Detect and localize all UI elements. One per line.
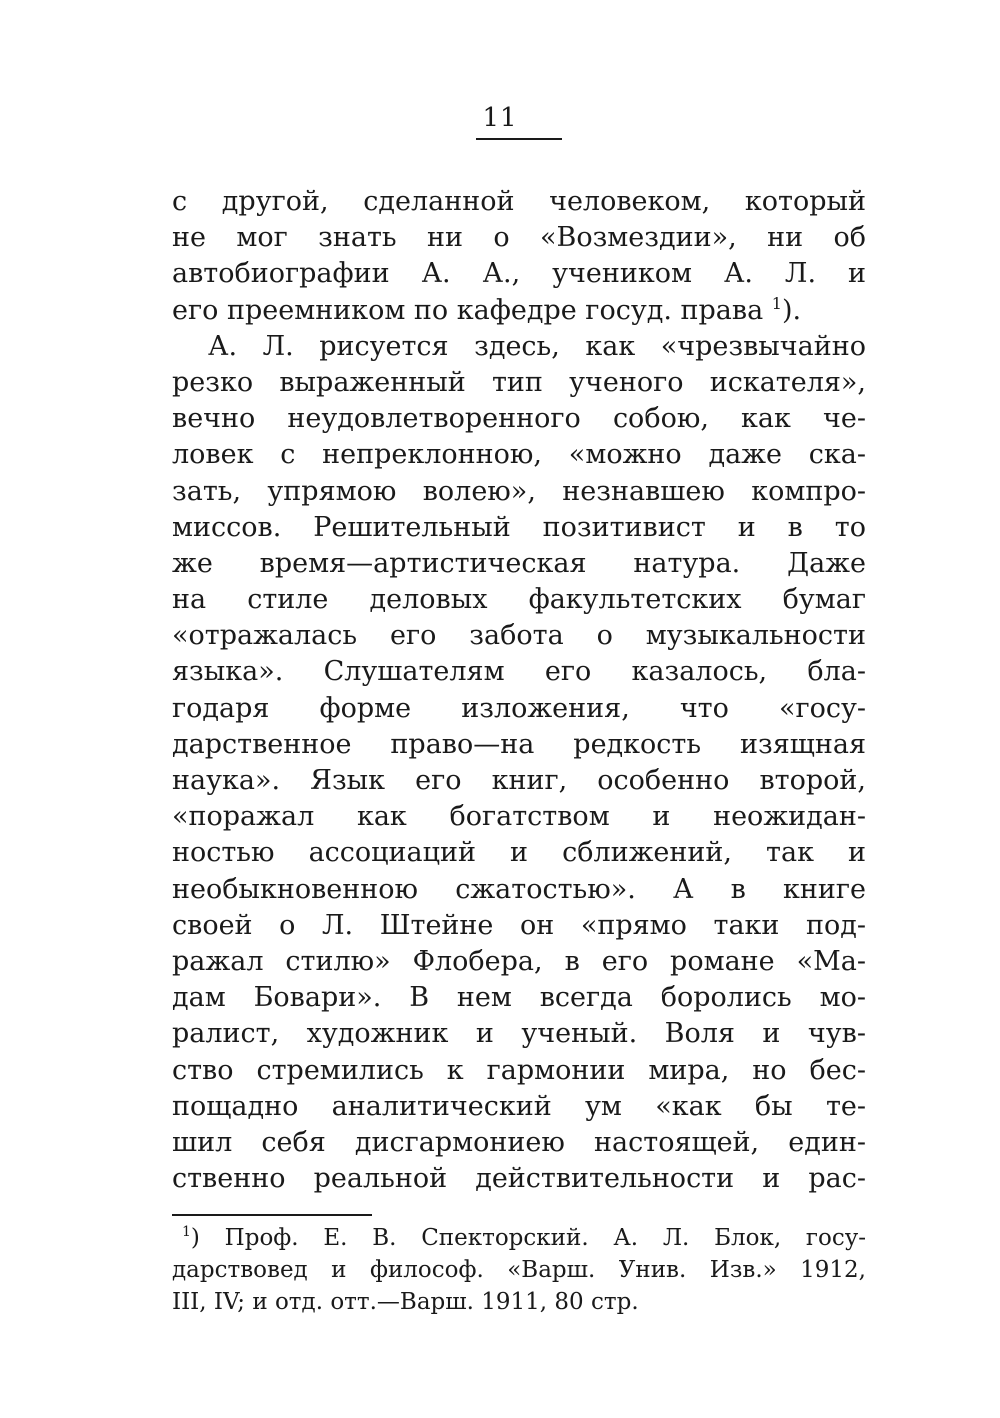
footnote-ref-close: ). [781,294,802,326]
body-line: вечно неудовлетворенного собою, как че- [172,403,866,435]
body-line: шил себя дисгармониею настоящей, един- [172,1126,866,1158]
footnote-rule [172,1214,372,1216]
footnotes [172,1222,866,1318]
body-line: А. Л. рисуется здесь, как «чрезвычайно [208,330,866,362]
body-line: годаря форме изложения, что «госу- [172,692,866,724]
body-line: ралист, художник и ученый. Воля и чув- [172,1018,866,1050]
body-line: ловек с непреклонною, «можно даже ска- [172,439,866,471]
body-line: ностью ассоциаций и сближений, так и [172,837,866,869]
footnote-line: дарствовед и философ. «Варш. Унив. Изв.» 1912, [172,1257,866,1283]
page-number: 11 [482,103,518,133]
body-line: языка». Слушателям его казалось, бла- [172,656,866,688]
footnote-text: Проф. Е. В. Спекторский. А. Л. Блок, госу- [224,1225,867,1251]
body-line: резко выраженный тип ученого искателя», [172,366,866,398]
body-line: не мог знать ни о «Возмездии», ни об [172,222,866,254]
body-line: ражал стилю» Флобера, в его романе «Ма- [172,945,866,977]
body-text [172,184,866,1197]
body-line: ство стремились к гармонии мира, но бес- [172,1054,866,1086]
body-line: дам Бовари». В нем всегда боролись мо- [172,982,866,1014]
footnote-ref-marker: 1 [771,293,782,313]
body-line: «отражалась его забота о музыкальности [172,620,866,652]
footnote-line: III, IV; и отд. отт.—Варш. 1911, 80 стр. [172,1289,639,1315]
footnote-marker-close: ) [190,1225,200,1251]
body-line: пощадно аналитический ум «как бы те- [172,1090,866,1122]
body-line: зать, упрямою волею», незнавшею компро- [172,475,866,507]
footnote-line [172,1222,866,1254]
body-line: на стиле деловых факультетских бумаг [172,584,866,616]
body-line: же время—артистическая натура. Даже [172,547,866,579]
body-line-text: его преемником по кафедре госуд. права [172,294,764,326]
body-line: наука». Язык его книг, особенно второй, [172,765,866,796]
body-line: автобиографии А. А., учеником А. Л. и [172,258,866,290]
body-line: с другой, сделанной человеком, который [172,186,866,217]
footnote-marker: 1 [182,1224,191,1240]
body-line: ственно реальной действительности и рас- [172,1163,866,1195]
body-line: «поражал как богатством и неожидан- [172,801,866,833]
body-line: необыкновенною сжатостью». А в книге [172,873,866,905]
body-line: своей о Л. Штейне он «прямо таки под- [172,909,866,941]
body-line: дарственное право—на редкость изящная [172,728,866,760]
body-line-with-footnote-ref [172,293,866,329]
body-line: миссов. Решительный позитивист и в то [172,511,866,543]
page-number-rule [476,138,562,140]
